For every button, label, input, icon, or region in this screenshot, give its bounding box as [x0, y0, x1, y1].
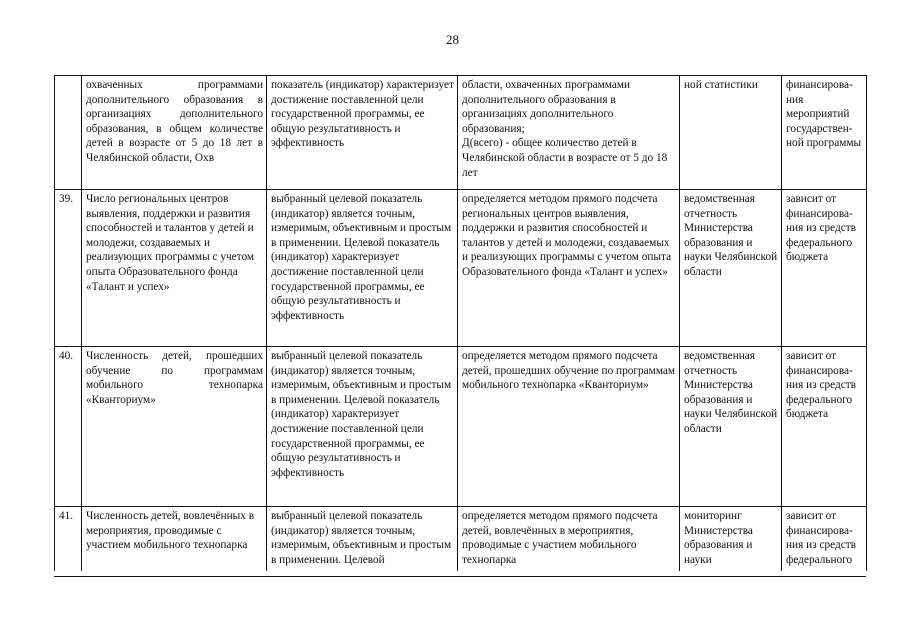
row-number: 40. [55, 347, 82, 507]
note-cell: зависит от финансирова-ния из средств федерального бюджета [782, 190, 867, 347]
row-number: 39. [55, 190, 82, 347]
table-row [55, 347, 867, 507]
method-cell: определяется методом прямого подсчета региональных центров выявления, поддержки и развития способностей и талантов у детей и молодежи, создаваемых и реализующих программы с учетом опыта Образовательного фонда «Талант и успех» [458, 190, 680, 347]
rationale-cell: показатель (индикатор) характеризует достижение поставленной цели государственной программы, ее общую результативность и эффективность [267, 76, 458, 190]
page-number: 28 [446, 32, 459, 47]
method-cell: определяется методом прямого подсчета детей, прошедших обучение по программам мобильного технопарка «Кванториум» [458, 347, 680, 507]
source-cell: ной статистики [680, 76, 782, 190]
indicator-name-cell: Численность детей, вовлечённых в мероприятия, проводимые с участием мобильного технопарка [82, 507, 267, 571]
indicator-name-cell: Число региональных центров выявления, поддержки и развития способностей и талантов у детей и молодежи, создаваемых и реализующих программы с учетом опыта Образовательного фонда «Талант и успех» [82, 190, 267, 347]
source-cell: ведомственная отчетность Министерства образования и науки Челябинской области [680, 190, 782, 347]
source-cell: мониторинг Министерства образования и науки [680, 507, 782, 571]
indicator-name-cell: Численность детей, прошедших обучение по программам мобильного технопарка «Кванториум» [82, 347, 267, 507]
method-cell: определяется методом прямого подсчета детей, вовлечённых в мероприятия, проводимые с участием мобильного технопарка [458, 507, 680, 571]
note-cell: финансирова-ния мероприятий государствен-ной программы [782, 76, 867, 190]
table-bottom-border [54, 576, 866, 577]
note-cell: зависит от финансирова-ния из средств федерального [782, 507, 867, 571]
rationale-cell: выбранный целевой показатель (индикатор) является точным, измеримым, объективным и простым в применении. Целевой [267, 507, 458, 571]
rationale-cell: выбранный целевой показатель (индикатор) является точным, измеримым, объективным и простым в применении. Целевой показатель (индикатор) характеризует достижение поставленной цели государственной программы, ее общую результативность и эффективность [267, 347, 458, 507]
table-row [55, 507, 867, 571]
note-cell: зависит от финансирова-ния из средств федерального бюджета [782, 347, 867, 507]
source-cell: ведомственная отчетность Министерства образования и науки Челябинской области [680, 347, 782, 507]
table-row [55, 190, 867, 347]
row-number [55, 76, 82, 190]
indicator-name-cell: охваченных программами дополнительного образования в организациях дополнительного образования, в общем количестве детей в возрасте от 5 до 18 лет в Челябинской области, Охв [82, 76, 267, 190]
rationale-cell: выбранный целевой показатель (индикатор) является точным, измеримым, объективным и простым в применении. Целевой показатель (индикатор) характеризует достижение поставленной цели государственной программы, ее общую результативность и эффективность [267, 190, 458, 347]
table-row [55, 76, 867, 190]
method-cell: области, охваченных программами дополнительного образования в организациях дополнительного образования; Д(всего) - общее количество детей в Челябинской области в возрасте от 5 до 18 лет [458, 76, 680, 190]
row-number: 41. [55, 507, 82, 571]
indicators-table [54, 75, 867, 571]
